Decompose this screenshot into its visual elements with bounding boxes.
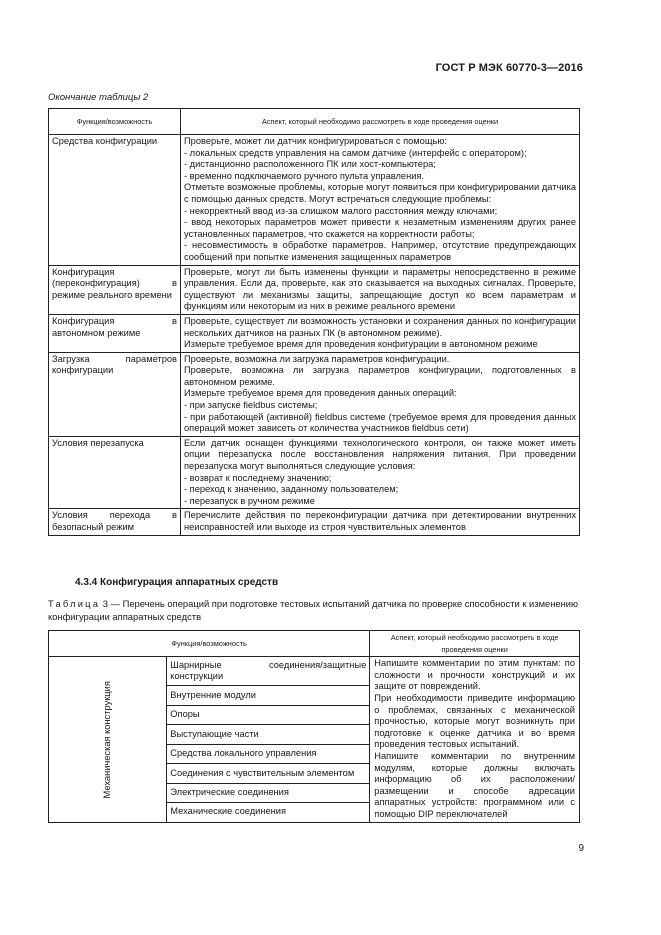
- aspect-line: Если датчик оснащен функциями технологического контроля, он также может иметь опции перезапуска после восстановления напряжения питания. При проведении перезапуска могут выполняться следующие условия:: [184, 437, 576, 472]
- aspect-line: - ввод некоторых параметров может привести к незаметным изменениям других ранее установленных параметров, что скажется на корректности работы;: [184, 217, 576, 239]
- table-row: [49, 657, 580, 686]
- table3-item: Шарнирные соединения/защитные конструкции: [167, 657, 370, 686]
- aspect-line: Проверьте, существует ли возможность установки и сохранения данных по конфигурации нескольких датчиков на разных ПК (в автономном режиме).: [184, 315, 576, 338]
- table-row: [49, 265, 580, 314]
- table2-aspect-cell: [181, 352, 580, 436]
- table3-item: Выступающие части: [167, 725, 370, 744]
- table3-caption: [48, 597, 582, 624]
- group-label: Механическая конструкция: [101, 680, 112, 798]
- table-row: [49, 352, 580, 436]
- table2-function-cell: Условия перехода в безопасный режим: [49, 509, 181, 535]
- table-continuation-label: Окончание таблицы 2: [48, 92, 149, 103]
- section-title: Конфигурация аппаратных средств: [100, 577, 279, 588]
- aspect-line: Измерьте требуемое время для проведения данных операций:: [184, 388, 457, 399]
- group-label-cell: [49, 657, 167, 822]
- table3-item: Электрические соединения: [167, 783, 370, 802]
- aspect-line: - некорректный ввод из-за слишком малого расстояния между ключами;: [184, 205, 498, 216]
- aspect-line: Отметьте возможные проблемы, которые могут появиться при конфигурировании датчика с помощью данных средств. Могут встречаться следующие проблемы:: [184, 182, 576, 204]
- table2-aspect-cell: [181, 509, 580, 535]
- table3-item: Внутренние модули: [167, 686, 370, 705]
- aspect-line: Проверьте, могут ли быть изменены функции и параметры непосредственно в режиме управления. Если да, проверьте, как это сказывается на выходных сигналах. Проверьте, существуют ли механизмы защиты, запрещающие доступ ко всем параметрам и функциям или некоторым из них в режиме реального времени: [184, 266, 576, 312]
- table2-header-function: Функция/возможность: [49, 109, 181, 135]
- table-row: [49, 436, 580, 509]
- table3-item: Средства локального управления: [167, 744, 370, 763]
- table-row: [49, 135, 580, 266]
- aspect-line: - локальных средств управления на самом датчике (интерфейс с оператором);: [184, 147, 527, 158]
- aspect-line: - перезапуск в ручном режиме: [184, 495, 315, 506]
- table-2: [48, 108, 580, 536]
- caption-label: Таблица: [48, 598, 101, 609]
- table3-item: Опоры: [167, 705, 370, 724]
- table2-aspect-cell: [181, 265, 580, 314]
- table2-aspect-cell: [181, 436, 580, 509]
- caption-text: — Перечень операций при подготовке тестовых испытаний датчика по проверке способности к изменению конфигурации аппаратных средств: [48, 598, 579, 623]
- table3-header-function: Функция/возможность: [49, 631, 370, 657]
- table2-function-cell: Загрузка параметров конфигурации: [49, 352, 181, 436]
- table3-header-aspect: Аспект, который необходимо рассмотреть в ходе проведения оценки: [370, 631, 580, 657]
- table2-header-aspect: Аспект, который необходимо рассмотреть в ходе проведения оценки: [181, 109, 580, 135]
- section-heading: [75, 577, 278, 588]
- aspect-line: - переход к значению, заданному пользователем;: [184, 484, 399, 495]
- page-number: 9: [578, 843, 584, 854]
- table2-function-cell: Конфигурация в автономном режиме: [49, 314, 181, 352]
- table2-function-cell: Конфигурация (переконфигурация) в режиме реального времени: [49, 265, 181, 314]
- aspect-line: Напишите комментарии по этим пунктам: по сложности и прочности конструкций и их защите от повреждений.: [374, 658, 575, 692]
- table2-aspect-cell: [181, 135, 580, 266]
- table2-function-cell: Условия перезапуска: [49, 436, 181, 509]
- aspect-line: - временно подключаемого ручного пульта управления.: [184, 170, 425, 181]
- document-header: ГОСТ Р МЭК 60770-3—2016: [435, 62, 583, 74]
- aspect-line: - возврат к последнему значению;: [184, 472, 332, 483]
- table2-aspect-cell: [181, 314, 580, 352]
- table3-item: Механические соединения: [167, 803, 370, 822]
- aspect-line: Напишите комментарии по внутренним модулям, которые должны включать информацию об их расположении/размещении и способе адресации аппаратных устройств: программном или с помощью DIP переключателей: [374, 750, 575, 819]
- aspect-line: Проверьте, возможна ли загрузка параметров конфигурации.: [184, 353, 450, 364]
- table-row: [49, 314, 580, 352]
- aspect-line: - при запуске fieldbus системы;: [184, 400, 318, 411]
- aspect-line: Проверьте, возможна ли загрузка параметров конфигурации, подготовленных в автономном режиме.: [184, 365, 576, 387]
- aspect-line: Проверьте, может ли датчик конфигурироваться с помощью:: [184, 136, 447, 146]
- table2-function-cell: Средства конфигурации: [49, 135, 181, 266]
- aspect-line: При необходимости приведите информацию о проблемах, связанных с механической прочностью, которые могут возникнуть при подготовке к оценке датчика и во время проведения тестовых испытаний.: [374, 692, 575, 750]
- aspect-line: - при работающей (активной) fieldbus системе (требуемое время для проведения данных операций может зависеть от количества участников fieldbus сети): [184, 411, 576, 434]
- aspect-line: Измерьте требуемое время для проведения конфигурации в автономном режиме: [184, 339, 538, 350]
- table3-item: Соединения с чувствительным элементом: [167, 764, 370, 783]
- caption-number: 3: [102, 598, 108, 609]
- table-3: [48, 630, 580, 823]
- table3-aspect-cell: [370, 657, 580, 822]
- section-number: 4.3.4: [75, 577, 98, 588]
- aspect-line: - несовместимость в обработке параметров. Например, отсутствие предупреждающих сообщений при попытке изменения защищенных параметров: [184, 240, 576, 262]
- table-row: [49, 509, 580, 535]
- aspect-line: Перечислите действия по переконфигурации датчика при детектировании внутренних неисправностей или выходе из строя чувствительных элементов: [184, 510, 576, 532]
- aspect-line: - дистанционно расположенного ПК или хост-компьютера;: [184, 159, 436, 170]
